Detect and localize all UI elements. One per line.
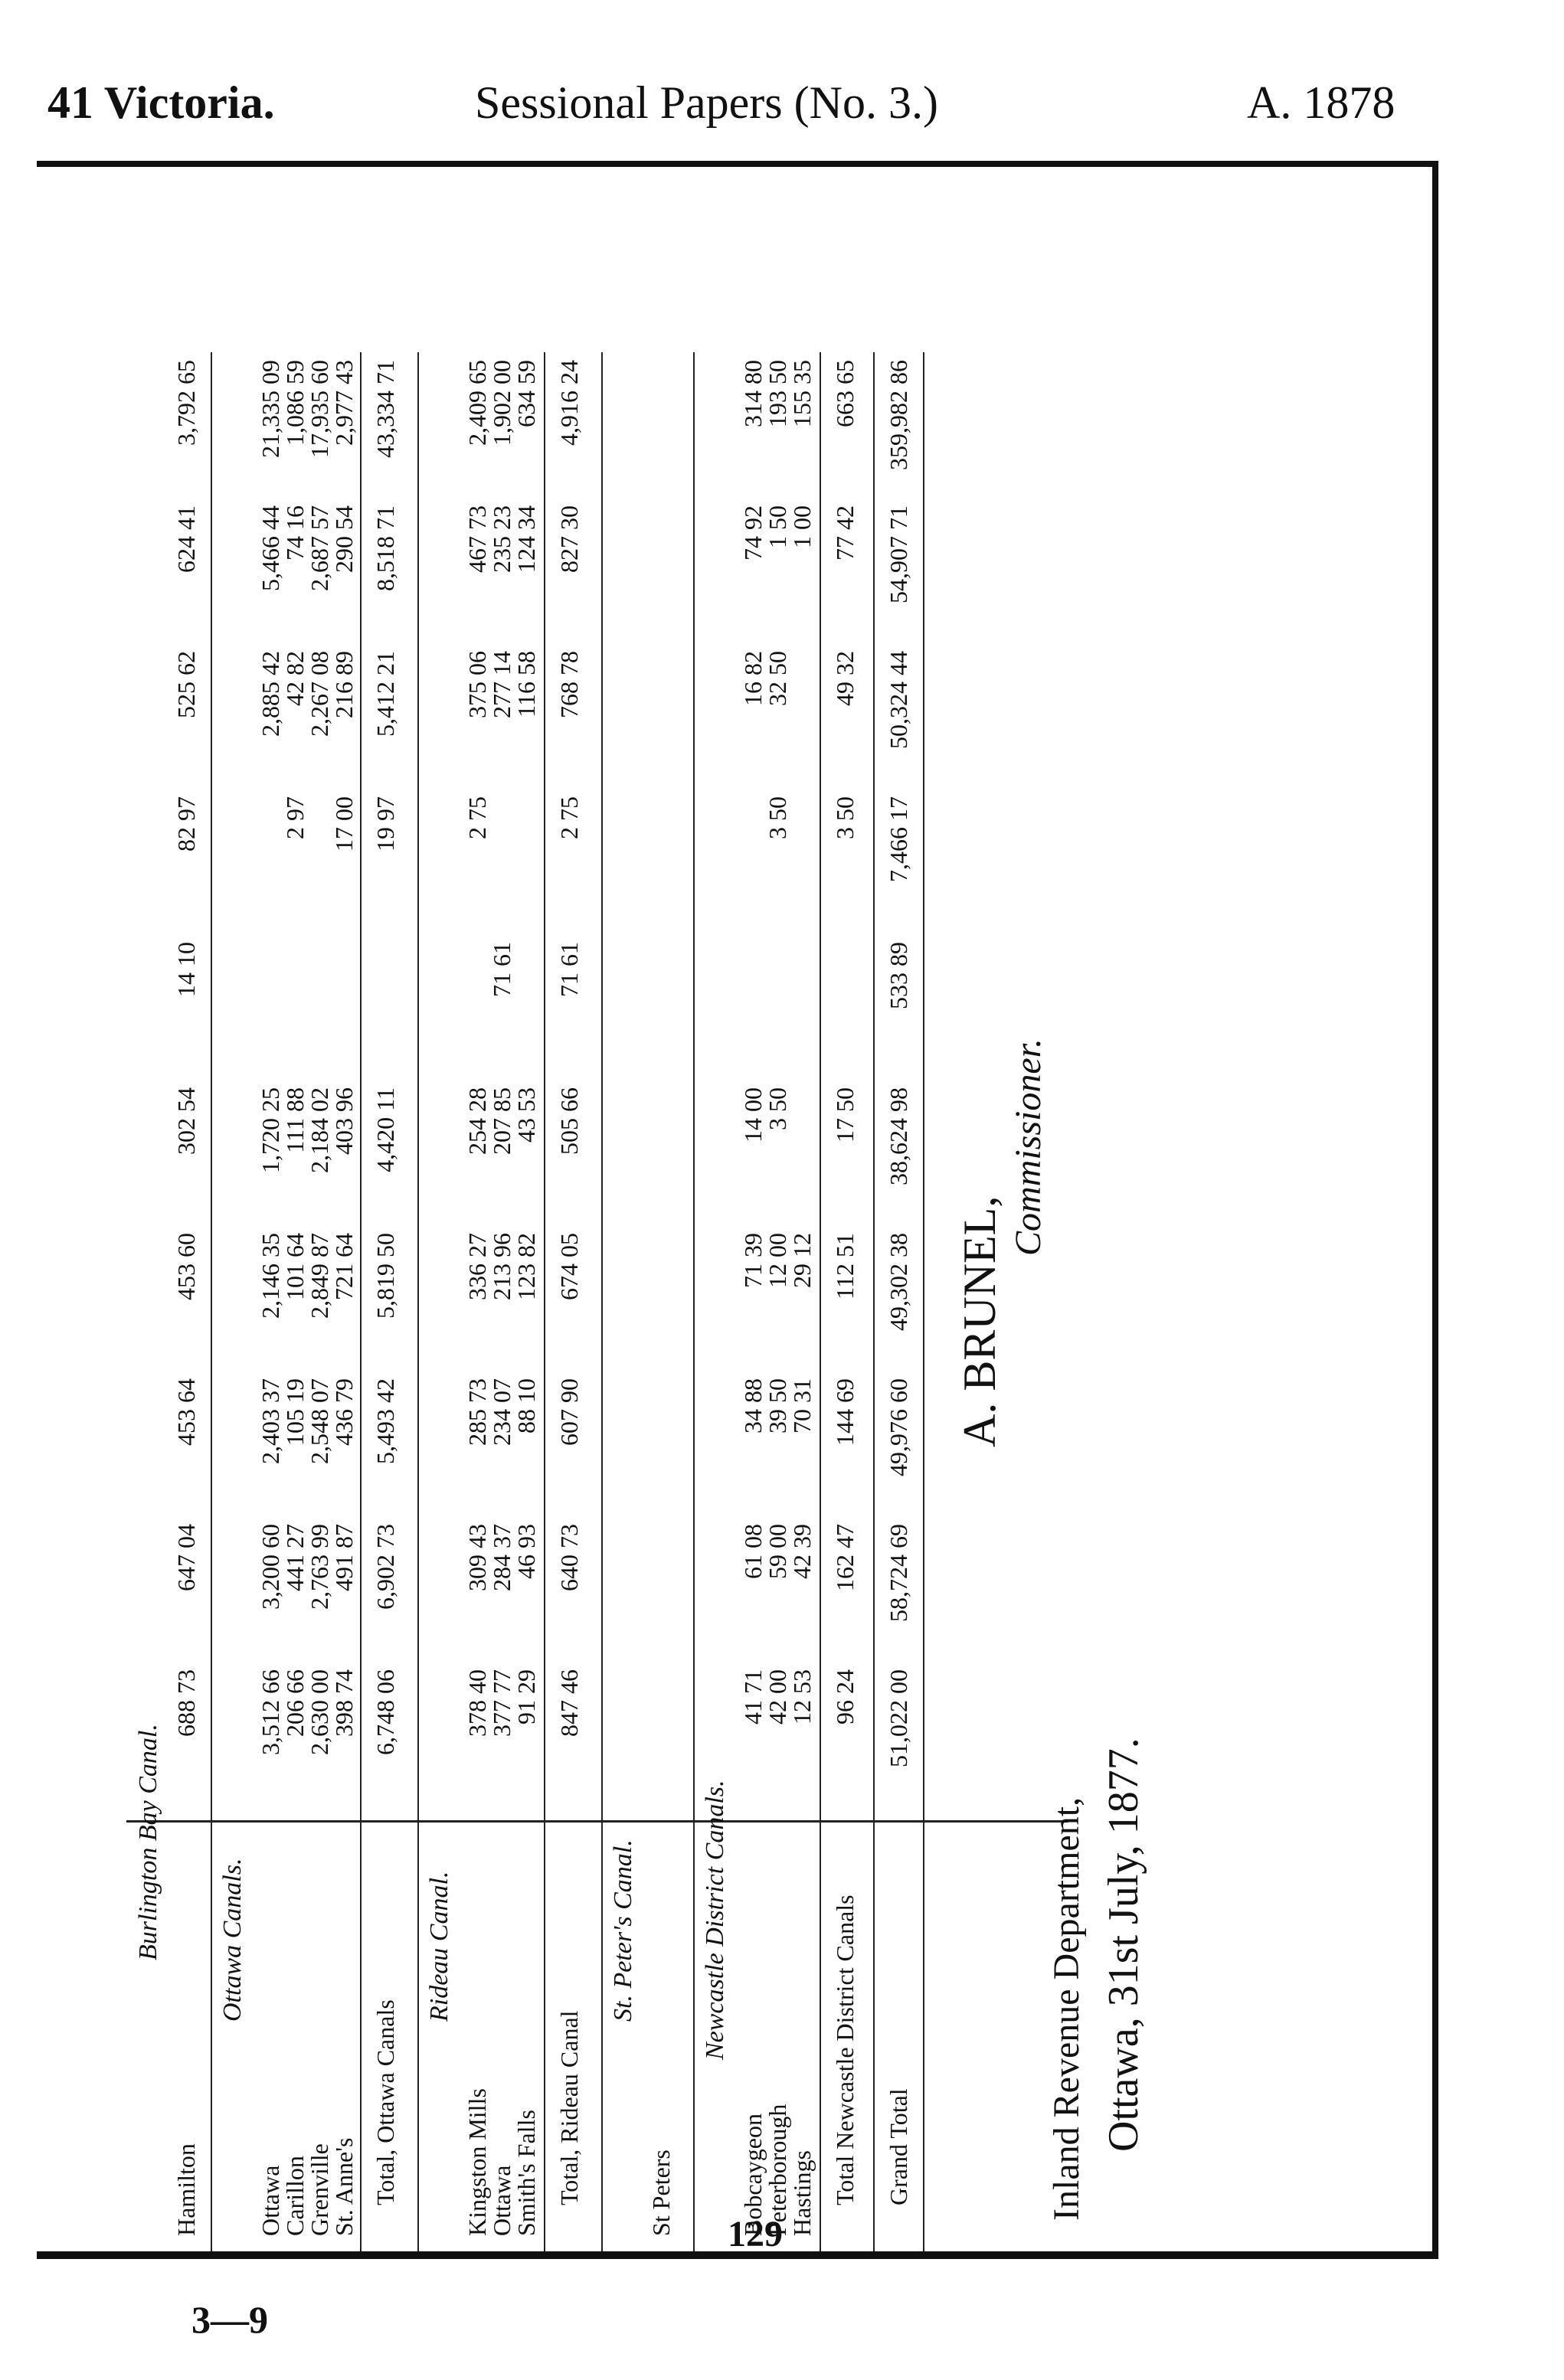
cell: 6,748 06 — [371, 1669, 399, 1755]
cell: 1 00 — [788, 505, 816, 548]
cell: 42 00 — [764, 1669, 791, 1725]
cell: 43 53 — [512, 1087, 540, 1143]
col-divider — [126, 1820, 1068, 1823]
section-rule — [693, 352, 695, 2251]
cell: 38,624 98 — [885, 1087, 912, 1185]
cell: 234 07 — [488, 1378, 515, 1446]
cell: 124 34 — [512, 505, 540, 573]
cell: 663 65 — [831, 360, 859, 427]
cell: 70 31 — [788, 1378, 816, 1434]
cell: 41 71 — [739, 1669, 767, 1725]
cell: 14 00 — [739, 1087, 767, 1143]
cell: 403 96 — [330, 1087, 358, 1155]
top-rule — [37, 161, 1438, 167]
cell: 378 40 — [463, 1669, 491, 1737]
cell: 359,982 86 — [885, 360, 912, 470]
signatory-name: A. BRUNEL, — [954, 1195, 1005, 1447]
cell: 155 35 — [788, 360, 816, 427]
folio-mark: 3—9 — [191, 2298, 268, 2341]
grand-total-label: Grand Total — [885, 2088, 912, 2205]
burlington-heading: Burlington Bay Canal. — [134, 1724, 162, 1960]
cell: 19 97 — [371, 796, 399, 852]
cell: 1 50 — [764, 505, 791, 548]
cell: 112 51 — [831, 1233, 859, 1300]
cell: 49,302 38 — [885, 1233, 912, 1331]
ottawa-heading: Ottawa Canals. — [218, 1858, 247, 2022]
cell: 3,200 60 — [257, 1524, 284, 1610]
row-label: St. Anne's — [330, 2137, 358, 2236]
total-label: Total, Rideau Canal — [555, 2010, 583, 2205]
cell: 285 73 — [463, 1378, 491, 1446]
cell: 2,763 99 — [306, 1524, 333, 1610]
cell: 336 27 — [463, 1233, 491, 1300]
cell: 302 54 — [172, 1087, 200, 1155]
cell: 634 59 — [512, 360, 540, 427]
cell: 2,885 42 — [257, 651, 284, 737]
cell: 768 78 — [555, 651, 583, 718]
cell: 721 64 — [330, 1233, 358, 1300]
page-number: 129 — [728, 2214, 783, 2254]
cell: 82 97 — [172, 796, 200, 852]
cell: 71 61 — [555, 942, 583, 997]
right-rule — [1432, 161, 1438, 2259]
rotated-revenue-table — [103, 184, 1147, 2251]
cell: 2,630 00 — [306, 1669, 333, 1755]
cell: 17 00 — [330, 796, 358, 852]
cell: 377 77 — [488, 1669, 515, 1737]
cell: 1,902 00 — [488, 360, 515, 446]
section-rule — [211, 352, 212, 2251]
cell: 441 27 — [281, 1524, 309, 1591]
cell: 61 08 — [739, 1524, 767, 1579]
header-year: A. 1878 — [1247, 77, 1395, 128]
cell: 4,420 11 — [371, 1087, 399, 1172]
cell: 640 73 — [555, 1524, 583, 1591]
cell: 49,976 60 — [885, 1378, 912, 1476]
date-line: Ottawa, 31st July, 1877. — [1100, 1738, 1147, 2152]
row-label: Carillon — [281, 2156, 309, 2236]
cell: 505 66 — [555, 1087, 583, 1155]
cell: 2,977 43 — [330, 360, 358, 446]
rideau-heading: Rideau Canal. — [425, 1871, 453, 2022]
total-label: Total Newcastle District Canals — [831, 1895, 859, 2205]
cell: 71 61 — [488, 942, 515, 997]
cell: 2,146 35 — [257, 1233, 284, 1319]
section-rule — [360, 352, 362, 2251]
cell: 7,466 17 — [885, 796, 912, 882]
cell: 533 89 — [885, 942, 912, 1009]
section-rule — [873, 352, 875, 2251]
cell: 88 10 — [512, 1378, 540, 1434]
cell: 111 88 — [281, 1087, 309, 1153]
cell: 674 05 — [555, 1233, 583, 1300]
cell: 847 46 — [555, 1669, 583, 1737]
cell: 314 80 — [739, 360, 767, 427]
cell: 5,493 42 — [371, 1378, 399, 1464]
cell: 453 64 — [172, 1378, 200, 1446]
cell: 46 93 — [512, 1524, 540, 1579]
cell: 34 88 — [739, 1378, 767, 1434]
cell: 647 04 — [172, 1524, 200, 1591]
cell: 2 75 — [463, 796, 491, 839]
cell: 91 29 — [512, 1669, 540, 1725]
cell: 2,687 57 — [306, 505, 333, 591]
cell: 254 28 — [463, 1087, 491, 1155]
cell: 467 73 — [463, 505, 491, 573]
cell: 162 47 — [831, 1524, 859, 1591]
cell: 42 39 — [788, 1524, 816, 1579]
row-label: Ottawa — [257, 2165, 284, 2236]
cell: 2,267 08 — [306, 651, 333, 737]
cell: 2,548 07 — [306, 1378, 333, 1464]
cell: 6,902 73 — [371, 1524, 399, 1610]
cell: 5,466 44 — [257, 505, 284, 591]
cell: 101 64 — [281, 1233, 309, 1300]
cell: 17,935 60 — [306, 360, 333, 458]
cell: 8,518 71 — [371, 505, 399, 591]
signatory-title: Commissioner. — [1008, 1038, 1049, 1256]
newcastle-heading: Newcastle District Canals. — [701, 1780, 729, 2060]
cell: 4,916 24 — [555, 360, 583, 446]
cell: 2,849 87 — [306, 1233, 333, 1319]
cell: 216 89 — [330, 651, 358, 718]
row-label: Grenville — [306, 2143, 333, 2236]
cell: 59 00 — [764, 1524, 791, 1579]
total-label: Total, Ottawa Canals — [371, 1999, 399, 2205]
row-label: Smith's Falls — [512, 2110, 540, 2236]
cell: 213 96 — [488, 1233, 515, 1300]
cell: 607 90 — [555, 1378, 583, 1446]
cell: 525 62 — [172, 651, 200, 718]
cell: 54,907 71 — [885, 505, 912, 603]
cell: 2,409 65 — [463, 360, 491, 446]
cell: 71 39 — [739, 1233, 767, 1288]
cell: 29 12 — [788, 1233, 816, 1288]
stpeters-heading: St. Peter's Canal. — [609, 1839, 637, 2022]
section-rule — [544, 352, 545, 2251]
row-label: Kingston Mills — [463, 2088, 491, 2236]
cell: 116 58 — [512, 651, 540, 718]
cell: 277 14 — [488, 651, 515, 718]
cell: 436 79 — [330, 1378, 358, 1446]
cell: 5,819 50 — [371, 1233, 399, 1319]
cell: 3,512 66 — [257, 1669, 284, 1755]
cell: 74 92 — [739, 505, 767, 561]
cell: 32 50 — [764, 651, 791, 706]
cell: 2,184 02 — [306, 1087, 333, 1173]
cell: 12 53 — [788, 1669, 816, 1725]
cell: 3 50 — [831, 796, 859, 839]
row-label: Ottawa — [488, 2165, 515, 2236]
cell: 290 54 — [330, 505, 358, 573]
cell: 398 74 — [330, 1669, 358, 1737]
cell: 3 50 — [764, 1087, 791, 1130]
header-title: Sessional Papers (No. 3.) — [475, 77, 938, 128]
cell: 49 32 — [831, 651, 859, 706]
cell: 193 50 — [764, 360, 791, 427]
cell: 5,412 21 — [371, 651, 399, 737]
cell: 206 66 — [281, 1669, 309, 1737]
section-rule — [820, 352, 821, 2251]
cell: 2 97 — [281, 796, 309, 839]
header-session: 41 Victoria. — [47, 77, 275, 128]
cell: 42 82 — [281, 651, 309, 706]
cell: 827 30 — [555, 505, 583, 573]
cell: 309 43 — [463, 1524, 491, 1591]
row-label-hamilton: Hamilton — [172, 2143, 200, 2236]
cell: 3 50 — [764, 796, 791, 839]
cell: 74 16 — [281, 505, 309, 561]
section-rule — [601, 352, 603, 2251]
cell: 105 19 — [281, 1378, 309, 1446]
cell: 453 60 — [172, 1233, 200, 1300]
cell: 123 82 — [512, 1233, 540, 1300]
cell: 43,334 71 — [371, 360, 399, 458]
cell: 21,335 09 — [257, 360, 284, 458]
cell: 2,403 37 — [257, 1378, 284, 1464]
cell: 235 23 — [488, 505, 515, 573]
cell: 96 24 — [831, 1669, 859, 1725]
cell: 16 82 — [739, 651, 767, 706]
cell: 491 87 — [330, 1524, 358, 1591]
cell: 14 10 — [172, 942, 200, 997]
department-line: Inland Revenue Department, — [1046, 1796, 1087, 2221]
cell: 624 41 — [172, 505, 200, 573]
cell: 688 73 — [172, 1669, 200, 1737]
row-label: Peterborough — [764, 2104, 791, 2236]
cell: 51,022 00 — [885, 1669, 912, 1767]
cell: 144 69 — [831, 1378, 859, 1446]
cell: 3,792 65 — [172, 360, 200, 446]
row-label: Hastings — [788, 2150, 816, 2236]
row-label: Bobcaygeon — [739, 2114, 767, 2236]
section-rule — [923, 352, 924, 2251]
cell: 2 75 — [555, 796, 583, 839]
cell: 1,720 25 — [257, 1087, 284, 1173]
cell: 50,324 44 — [885, 651, 912, 749]
cell: 12 00 — [764, 1233, 791, 1288]
cell: 17 50 — [831, 1087, 859, 1143]
cell: 1,086 59 — [281, 360, 309, 446]
row-label: St Peters — [647, 2150, 675, 2236]
cell: 284 37 — [488, 1524, 515, 1591]
cell: 77 42 — [831, 505, 859, 561]
cell: 58,724 69 — [885, 1524, 912, 1622]
section-rule — [417, 352, 419, 2251]
cell: 39 50 — [764, 1378, 791, 1434]
cell: 375 06 — [463, 651, 491, 718]
cell: 207 85 — [488, 1087, 515, 1155]
